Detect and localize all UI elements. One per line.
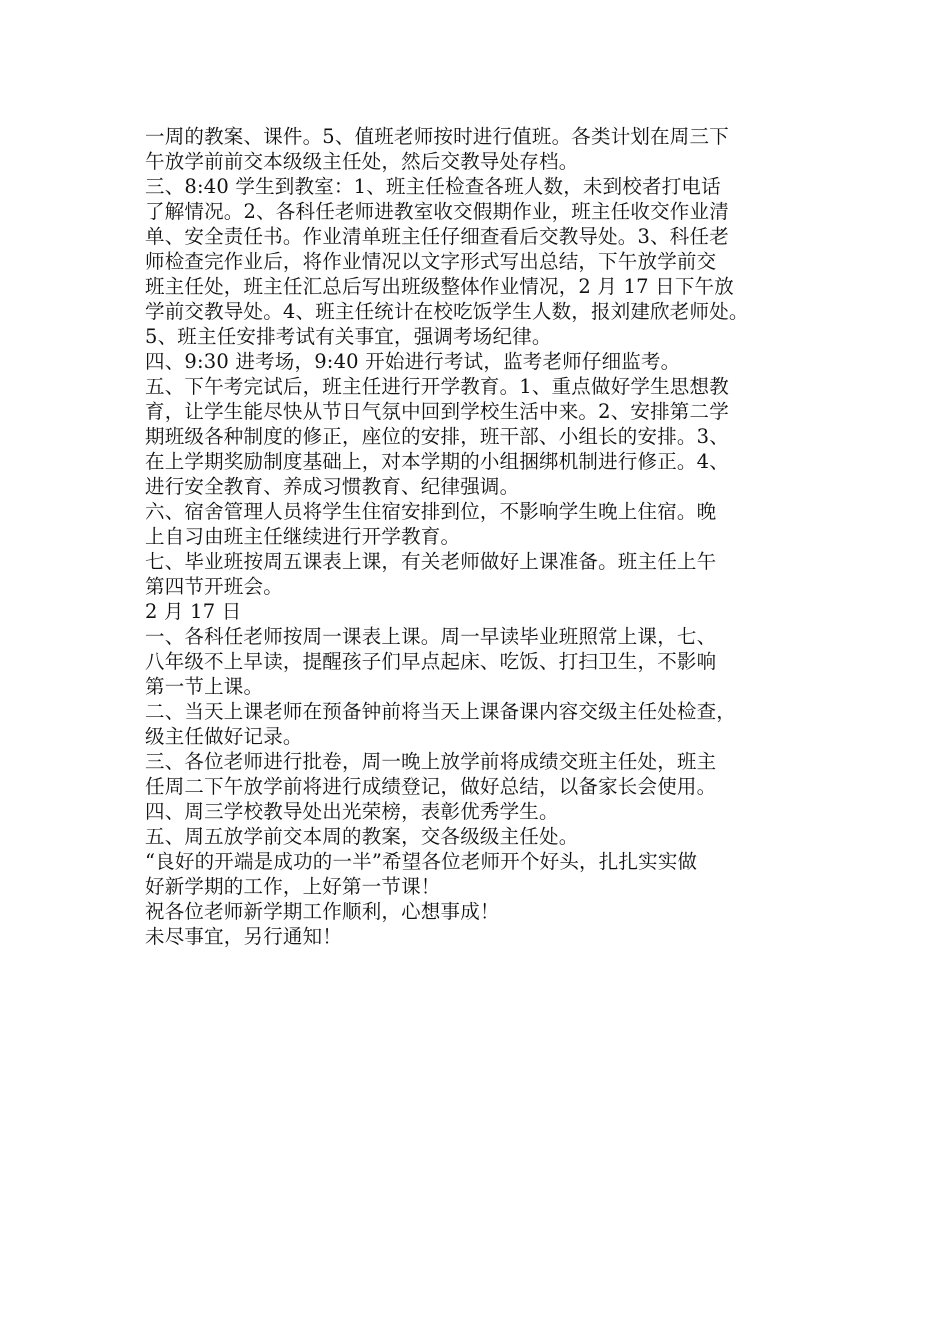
text-line: 第一节上课。 bbox=[145, 675, 264, 698]
closing-line: 未尽事宜，另行通知！ bbox=[145, 925, 343, 948]
document-body bbox=[145, 124, 825, 949]
text-line: 五、周五放学前交本周的教案，交各级级主任处。 bbox=[145, 825, 579, 848]
text-line: 午放学前前交本级级主任处，然后交教导处存档。 bbox=[145, 150, 579, 173]
text-line: 5、班主任安排考试有关事宜，强调考场纪律。 bbox=[145, 325, 552, 348]
text-line: 八年级不上早读，提醒孩子们早点起床、吃饭、打扫卫生，不影响 bbox=[145, 650, 717, 673]
text-line: 级主任做好记录。 bbox=[145, 725, 303, 748]
text-line: 第四节开班会。 bbox=[145, 575, 283, 598]
text-line: 班主任处，班主任汇总后写出班级整体作业情况，2 月 17 日下午放 bbox=[145, 275, 734, 298]
text-line: 二、当天上课老师在预备钟前将当天上课备课内容交级主任处检查， bbox=[145, 700, 737, 723]
text-line: 六、宿舍管理人员将学生住宿安排到位，不影响学生晚上住宿。晚 bbox=[145, 500, 717, 523]
text-line: 四、周三学校教导处出光荣榜，表彰优秀学生。 bbox=[145, 800, 559, 823]
text-line: 五、下午考完试后，班主任进行开学教育。1、重点做好学生思想教 bbox=[145, 375, 729, 398]
closing-line: 祝各位老师新学期工作顺利，心想事成！ bbox=[145, 900, 500, 923]
text-line: 单、安全责任书。作业清单班主任仔细查看后交教导处。3、科任老 bbox=[145, 225, 729, 248]
text-line: 七、毕业班按周五课表上课，有关老师做好上课准备。班主任上午 bbox=[145, 550, 717, 573]
text-line: 育，让学生能尽快从节日气氛中回到学校生活中来。2、安排第二学 bbox=[145, 400, 729, 423]
text-line: 师检查完作业后，将作业情况以文字形式写出总结，下午放学前交 bbox=[145, 250, 717, 273]
text-line: 在上学期奖励制度基础上，对本学期的小组捆绑机制进行修正。4、 bbox=[145, 450, 729, 473]
text-line: 期班级各种制度的修正，座位的安排，班干部、小组长的安排。3、 bbox=[145, 425, 729, 448]
text-line: 了解情况。2、各科任老师进教室收交假期作业，班主任收交作业清 bbox=[145, 200, 729, 223]
text-line: 三、8:40 学生到教室：1、班主任检查各班人数，未到校者打电话 bbox=[145, 175, 721, 198]
text-line: 一周的教案、课件。5、值班老师按时进行值班。各类计划在周三下 bbox=[145, 125, 729, 148]
text-line: 一、各科任老师按周一课表上课。周一早读毕业班照常上课，七、 bbox=[145, 625, 717, 648]
text-line: 好新学期的工作，上好第一节课！ bbox=[145, 875, 441, 898]
text-line: 任周二下午放学前将进行成绩登记，做好总结，以备家长会使用。 bbox=[145, 775, 717, 798]
text-line: “良好的开端是成功的一半”希望各位老师开个好头，扎扎实实做 bbox=[145, 850, 698, 873]
text-line: 进行安全教育、养成习惯教育、纪律强调。 bbox=[145, 475, 520, 498]
text-line: 四、9:30 进考场，9:40 开始进行考试，监考老师仔细监考。 bbox=[145, 350, 681, 373]
text-line: 三、各位老师进行批卷，周一晚上放学前将成绩交班主任处，班主 bbox=[145, 750, 717, 773]
text-line: 学前交教导处。4、班主任统计在校吃饭学生人数，报刘建欣老师处。 bbox=[145, 300, 749, 323]
date-heading: 2 月 17 日 bbox=[145, 600, 242, 623]
text-line: 上自习由班主任继续进行开学教育。 bbox=[145, 525, 461, 548]
